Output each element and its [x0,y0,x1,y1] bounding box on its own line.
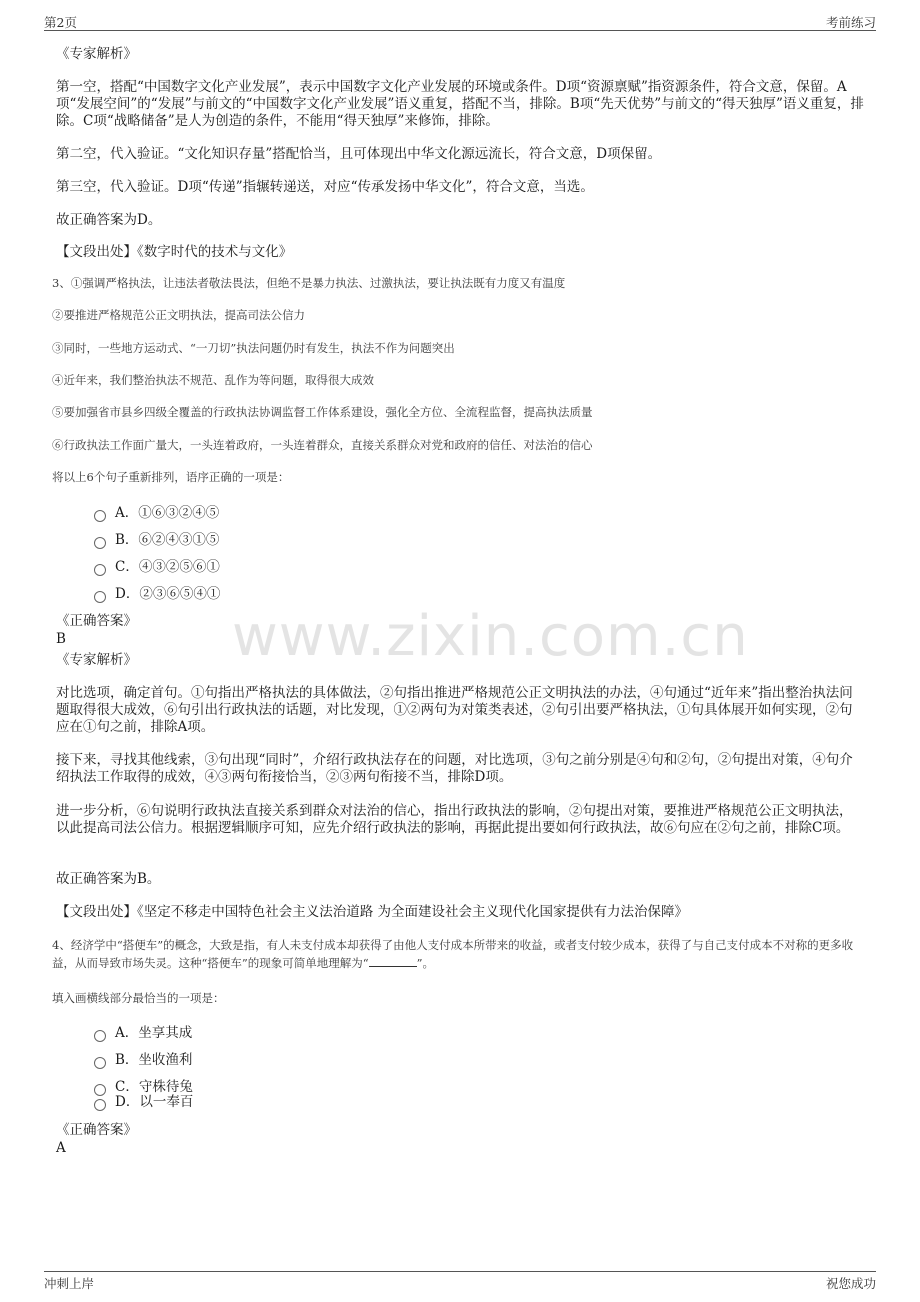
radio-icon[interactable] [94,1057,106,1069]
option-d[interactable]: D．以一奉百 [94,1093,193,1111]
question-sentence: ⑤要加强省市县乡四级全覆盖的行政执法协调监督工作体系建设，强化全方位、全流程监督，提高执法质量 [52,405,593,419]
analysis-paragraph: 第三空，代入验证。D项“传递”指辗转递送，对应“传承发扬中华文化”，符合文意，当选。 [56,179,594,195]
footer-right-text: 祝您成功 [825,1276,876,1291]
expert-analysis-title: 《专家解析》 [56,46,137,62]
watermark: www.zixin.com.cn [232,604,749,669]
expert-analysis-title: 《专家解析》 [56,652,137,668]
analysis-paragraph: 第二空，代入验证。“文化知识存量”搭配恰当，且可体现出中华文化源远流长，符合文意，D项保留。 [56,146,662,162]
page-footer [44,1271,876,1292]
source-citation: 【文段出处】《坚定不移走中国特色社会主义法治道路 为全面建设社会主义现代化国家提供有力法治保障》 [56,904,689,920]
answer-conclusion: 故正确答案为B。 [56,871,161,887]
radio-icon[interactable] [94,537,106,549]
radio-icon[interactable] [94,564,106,576]
option-d[interactable]: D．②③⑥⑤④① [94,585,220,603]
analysis-paragraph: 对比选项，确定首句。①句指出严格执法的具体做法，②句指出推进严格规范公正文明执法的办法，④句通过“近年来”指出整治执法问题取得很大成效，⑥句引出行政执法的话题，对比发现，①②两句为对策类表述，②句引出要严格执法，①句具体展开如何实现，②句应在①句之前，排除A项。 [56,685,853,735]
header-title: 考前练习 [825,15,876,30]
option-b[interactable]: B．坐收渔利 [94,1051,192,1069]
footer-left-text: 冲刺上岸 [44,1276,95,1291]
radio-icon[interactable] [94,510,106,522]
analysis-paragraph: 第一空，搭配“中国数字文化产业发展”，表示中国数字文化产业发展的环境或条件。D项“资源禀赋”指资源条件，符合文意，保留。A项“发展空间”的“发展”与前文的“中国数字文化产业发展”语义重复，搭配不当，排除。B项“先天优势”与前文的“得天独厚”语义重复，排除。C项“战略储备”是人为创造的条件，不能用“得天独厚”来修饰，排除。 [56,79,864,129]
correct-answer-title: 《正确答案》 [56,613,137,629]
question-sentence: ⑥行政执法工作面广量大，一头连着政府，一头连着群众，直接关系群众对党和政府的信任、对法治的信心 [52,438,593,452]
correct-answer: B [56,631,66,647]
option-c[interactable]: C．守株待兔 [94,1078,193,1096]
question-sentence: ②要推进严格规范公正文明执法，提高司法公信力 [52,308,305,322]
analysis-paragraph: 进一步分析，⑥句说明行政执法直接关系到群众对法治的信心，指出行政执法的影响，②句提出对策，要推进严格规范公正文明执法，以此提高司法公信力。根据逻辑顺序可知，应先介绍行政执法的影响，再据此提出要如何行政执法，故⑥句应在②句之前，排除C项。 [56,803,853,836]
source-citation: 【文段出处】《数字时代的技术与文化》 [56,244,293,260]
option-c[interactable]: C．④③②⑤⑥① [94,558,220,576]
page-header [44,13,876,31]
radio-icon[interactable] [94,1099,106,1111]
question-prompt: 填入画横线部分最恰当的一项是： [52,991,225,1005]
answer-blank [369,954,417,967]
question-stem: 4、经济学中“搭便车”的概念，大致是指，有人未支付成本却获得了由他人支付成本所带来的收益，或者支付较少成本，获得了与自己支付成本不对称的更多收益，从而导致市场失灵。这种“搭便车”的现象可简单地理解为“ ”。 [52,938,854,970]
option-b[interactable]: B．⑥②④③①⑤ [94,531,219,549]
correct-answer: A [56,1140,66,1156]
radio-icon[interactable] [94,591,106,603]
analysis-paragraph: 接下来，寻找其他线索，③句出现“同时”，介绍行政执法存在的问题，对比选项，③句之前分别是④句和②句，②句提出对策，④句介绍执法工作取得的成效，④③两句衔接恰当，②③两句衔接不当，排除D项。 [56,752,853,785]
answer-conclusion: 故正确答案为D。 [56,212,162,228]
question-sentence: 3、①强调严格执法，让违法者敬法畏法，但绝不是暴力执法、过激执法，要让执法既有力度又有温度 [52,276,566,290]
correct-answer-title: 《正确答案》 [56,1122,137,1138]
question-sentence: ④近年来，我们整治执法不规范、乱作为等问题，取得很大成效 [52,373,374,387]
question-prompt: 将以上6个句子重新排列，语序正确的一项是： [52,470,290,484]
question-sentence: ③同时，一些地方运动式、“一刀切”执法问题仍时有发生，执法不作为问题突出 [52,341,455,355]
page-number: 第2页 [44,15,77,30]
option-a[interactable]: A．坐享其成 [94,1024,192,1042]
radio-icon[interactable] [94,1030,106,1042]
option-a[interactable]: A．①⑥③②④⑤ [94,504,219,522]
